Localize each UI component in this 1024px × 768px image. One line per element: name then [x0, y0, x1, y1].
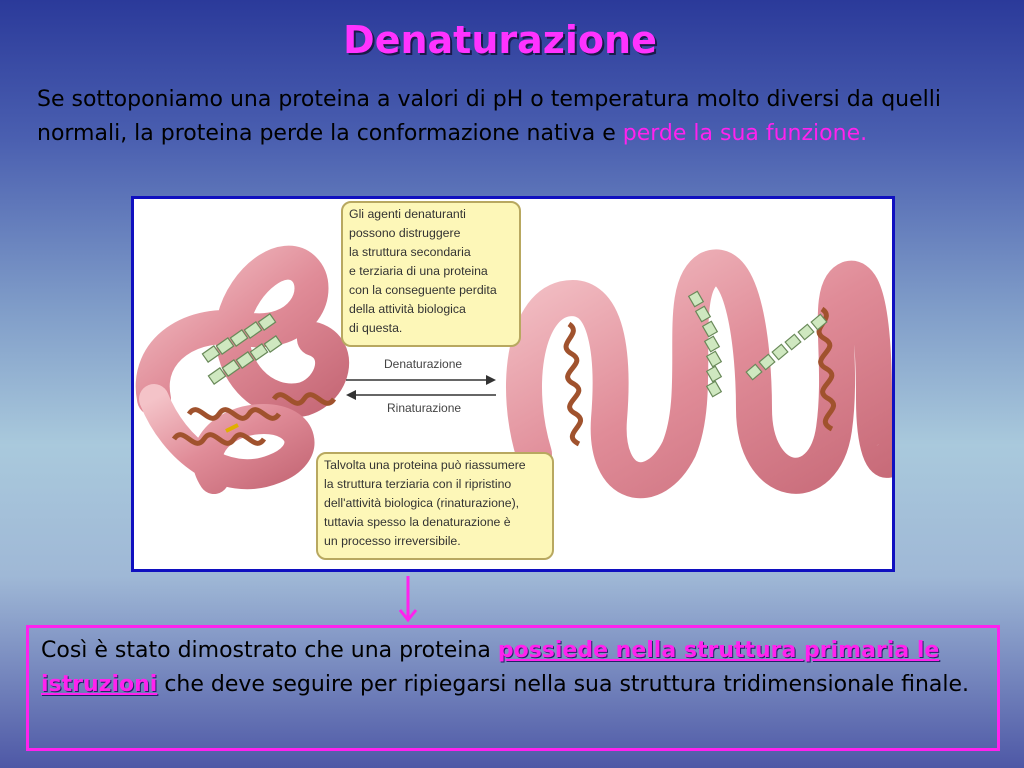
intro-paragraph: [37, 83, 997, 151]
folded-protein: [153, 263, 334, 479]
intro-highlight: perde la sua funzione.: [622, 121, 868, 146]
slide-title: Denaturazione: [343, 18, 657, 62]
conclusion-box: [26, 625, 1000, 751]
denaturation-figure: [131, 196, 895, 572]
renaturation-label: Rinaturazione: [387, 401, 462, 415]
callout-renaturation: Talvolta una proteina può riassumere la struttura terziaria con il ripristino dell'attività biologica (rinaturazione), tuttavia spesso la denaturazione è un processo irreversibile.: [316, 452, 554, 560]
denaturation-label: Denaturazione: [384, 357, 463, 371]
intro-text: Se sottoponiamo una proteina a valori di pH o temperatura molto diversi da quelli normali, la proteina perde la conformazione nativa e: [37, 87, 941, 146]
conclusion-highlight: possiede nella struttura primaria le istruzioni: [41, 638, 940, 697]
down-arrow-icon: [396, 574, 420, 624]
conclusion-text-before: Così è stato dimostrato che una proteina: [41, 638, 498, 663]
denaturation-arrows: [346, 375, 496, 400]
conclusion-text-after: che deve seguire per ripiegarsi nella sua struttura tridimensionale finale.: [157, 672, 970, 697]
callout-denaturing-agents: Gli agenti denaturanti possono distruggere la struttura secondaria e terziaria di una proteina con la conseguente perdita della attività biologica di questa.: [341, 201, 521, 347]
unfolded-protein: [524, 267, 889, 480]
